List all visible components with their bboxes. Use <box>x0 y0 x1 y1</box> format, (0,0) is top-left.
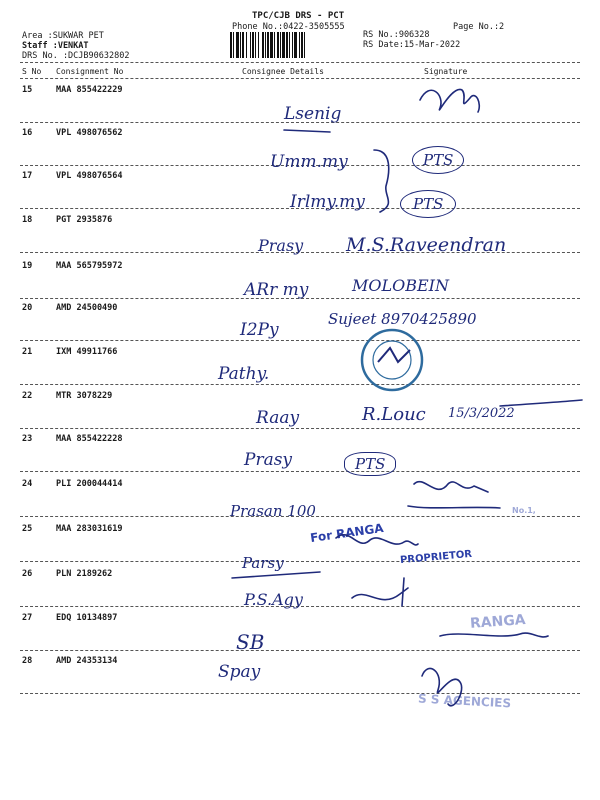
row-consignment-no: MTR 3078229 <box>56 391 113 401</box>
company-stamp-agencies: S S AGENCIES <box>417 691 512 711</box>
col-signature: Signature <box>424 67 468 76</box>
handwritten-signature: MOLOBEIN <box>352 276 449 295</box>
pts-stamp: PTS <box>412 146 464 174</box>
bracket-mark <box>374 150 389 212</box>
row-sno: 25 <box>22 524 33 534</box>
handwritten-name: Irlmy.my <box>290 192 365 212</box>
row-sno: 17 <box>22 171 33 181</box>
row-sno: 24 <box>22 479 33 489</box>
signature-scribble <box>414 482 488 492</box>
row-sno: 18 <box>22 215 33 225</box>
handwritten-name: Prasy <box>258 236 304 255</box>
drs-number: DRS No. :DCJB90632802 <box>22 51 130 61</box>
round-seal <box>362 330 422 390</box>
row-sno: 15 <box>22 85 33 95</box>
row-sno: 27 <box>22 613 33 623</box>
row-sno: 20 <box>22 303 33 313</box>
row-consignment-no: AMD 24353134 <box>56 656 118 666</box>
row-sno: 16 <box>22 128 33 138</box>
underline-mark <box>232 572 320 578</box>
row-consignment-no: AMD 24500490 <box>56 303 118 313</box>
row-consignment-no: VPL 498076562 <box>56 128 123 138</box>
handwritten-name: Lsenig <box>284 104 342 124</box>
handwritten-name: Pathy. <box>218 364 270 384</box>
row-consignment-no: VPL 498076564 <box>56 171 123 181</box>
row-sno: 21 <box>22 347 33 357</box>
handwritten-name: I2Py <box>240 320 279 340</box>
handwritten-signature: R.Louc <box>362 404 426 425</box>
company-stamp-for: For RANGA <box>309 520 385 546</box>
signature-scribble <box>500 400 582 406</box>
col-consignment: Consignment No <box>56 67 124 76</box>
col-consignee: Consignee Details <box>242 67 324 76</box>
handwritten-name: Spay <box>218 662 261 682</box>
signature-scribble <box>422 669 462 706</box>
pts-stamp: PTS <box>344 452 396 476</box>
rs-date: RS Date:15-Mar-2022 <box>363 40 461 50</box>
handwritten-signature: Sujeet 8970425890 <box>328 310 477 328</box>
handwritten-name: Parsy <box>242 554 284 572</box>
row-consignment-no: MAA 855422228 <box>56 434 123 444</box>
row-consignment-no: MAA 283031619 <box>56 524 123 534</box>
rs-number: RS No.:906328 <box>363 30 430 40</box>
company-stamp-proprietor: PROPRIETOR <box>399 548 473 567</box>
page-number: Page No.:2 <box>453 22 505 32</box>
row-consignment-no: PLI 200044414 <box>56 479 123 489</box>
handwritten-date: 15/3/2022 <box>448 406 515 421</box>
handwritten-signature: M.S.Raveendran <box>346 234 507 256</box>
row-consignment-no: MAA 855422229 <box>56 85 123 95</box>
handwritten-name: SB <box>236 630 265 654</box>
row-sno: 19 <box>22 261 33 271</box>
row-consignment-no: PLN 2189262 <box>56 569 113 579</box>
handwritten-name: Prasan 100 <box>230 502 316 520</box>
handwritten-name: Prasy <box>244 450 293 470</box>
handwritten-name: Raay <box>256 408 300 428</box>
row-consignment-no: PGT 2935876 <box>56 215 113 225</box>
signature-scribble <box>336 535 418 545</box>
signature-scribble <box>440 633 548 637</box>
underline-mark <box>284 130 330 132</box>
row-sno: 22 <box>22 391 33 401</box>
row-consignment-no: IXM 49911766 <box>56 347 118 357</box>
handwritten-name: P.S.Agy <box>244 590 303 609</box>
row-sno: 26 <box>22 569 33 579</box>
row-consignment-no: EDQ 10134897 <box>56 613 118 623</box>
row-consignment-no: MAA 565795972 <box>56 261 123 271</box>
row-sno: 23 <box>22 434 33 444</box>
row-sno: 28 <box>22 656 33 666</box>
area-label: Area :SUKWAR PET <box>22 31 104 41</box>
signature-scribble <box>352 578 408 606</box>
signature-scribble <box>408 506 500 508</box>
signature-scribble <box>420 89 479 112</box>
handwritten-name: ARr my <box>244 280 309 300</box>
handwritten-name: Umm.my <box>270 152 348 172</box>
company-stamp-faded: RANGA <box>469 612 527 632</box>
sheet-title: TPC/CJB DRS - PCT <box>252 11 345 21</box>
phone-number: Phone No.:0422-3505555 <box>232 22 345 32</box>
col-sno: S No <box>22 67 42 76</box>
company-stamp-address: No.1, <box>512 506 536 515</box>
pts-stamp: PTS <box>400 190 456 218</box>
staff-label: Staff :VENKAT <box>22 41 89 51</box>
